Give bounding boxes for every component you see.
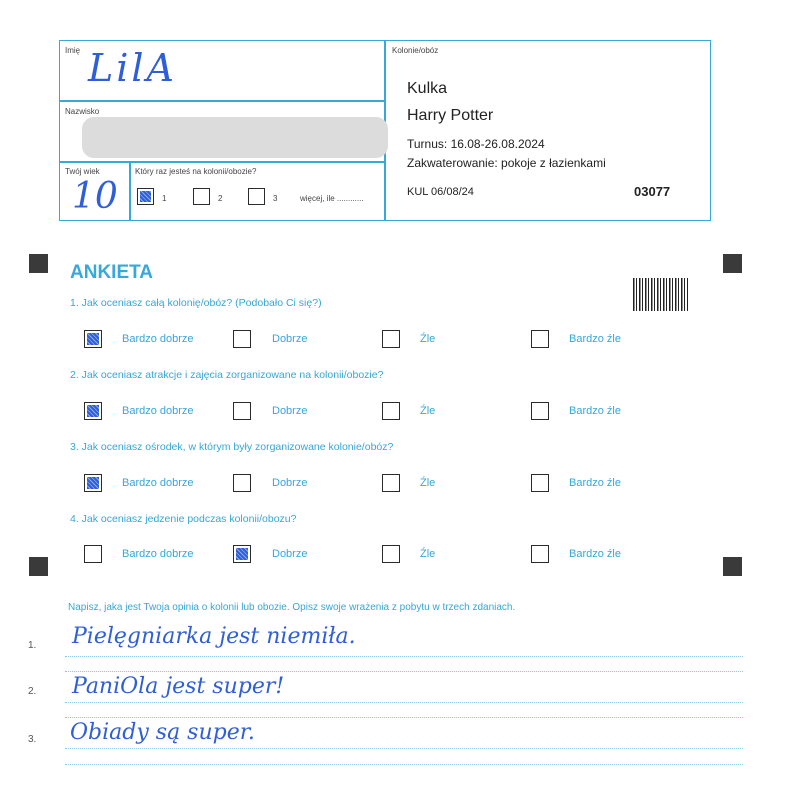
name-label: Imię xyxy=(65,46,81,55)
scan-marker-top-right xyxy=(723,254,742,273)
q1-option-zle: Źle xyxy=(420,333,436,345)
camp-label: Kolonie/obóz xyxy=(392,46,439,55)
question-1-text: 1. Jak oceniasz całą kolonię/obóz? (Podobało Ci się?) xyxy=(70,297,322,309)
surname-redaction xyxy=(82,117,388,158)
q1-checkbox-bardzo-dobrze[interactable] xyxy=(84,330,102,348)
answer-line-3b xyxy=(65,764,743,765)
answer-line-1a xyxy=(65,656,743,657)
q3-checkbox-dobrze[interactable] xyxy=(233,474,251,492)
q4-checkbox-dobrze[interactable] xyxy=(233,545,251,563)
q3-checkbox-bardzo-zle[interactable] xyxy=(531,474,549,492)
age-label: Twój wiek xyxy=(65,167,100,176)
times-option-1: 1 xyxy=(162,194,167,203)
answer-2-text[interactable]: PaniOla jest super! xyxy=(72,674,285,699)
answer-line-2a xyxy=(65,702,743,703)
checkbox-check-mark xyxy=(87,333,99,345)
q2-option-dobrze: Dobrze xyxy=(272,405,308,417)
opinion-prompt: Napisz, jaka jest Twoja opinia o kolonii lub obozie. Opisz swoje wrażenia z pobytu w trzech zdaniach. xyxy=(68,602,516,613)
q3-checkbox-bardzo-dobrze[interactable] xyxy=(84,474,102,492)
surname-label: Nazwisko xyxy=(65,107,100,116)
q3-checkbox-zle[interactable] xyxy=(382,474,400,492)
times-option-2: 2 xyxy=(218,194,223,203)
q1-checkbox-dobrze[interactable] xyxy=(233,330,251,348)
q1-option-bardzo-zle: Bardzo źle xyxy=(569,333,621,345)
answer-3-text[interactable]: Obiady są super. xyxy=(70,720,255,745)
camp-turnus: Turnus: 16.08-26.08.2024 xyxy=(407,137,545,151)
camp-code-left: KUL 06/08/24 xyxy=(407,186,474,198)
name-value[interactable]: LilA xyxy=(88,46,177,90)
scan-marker-bottom-left xyxy=(29,557,48,576)
header-divider-h2 xyxy=(59,161,385,163)
answer-3-number: 3. xyxy=(28,734,37,745)
header-divider-age xyxy=(129,161,131,221)
checkbox-check-mark xyxy=(87,477,99,489)
times-label: Który raz jesteś na kolonii/obozie? xyxy=(135,167,257,176)
q2-option-zle: Źle xyxy=(420,405,436,417)
q4-option-bardzo-dobrze: Bardzo dobrze xyxy=(122,548,194,560)
q2-checkbox-zle[interactable] xyxy=(382,402,400,420)
q4-option-dobrze: Dobrze xyxy=(272,548,308,560)
q4-checkbox-zle[interactable] xyxy=(382,545,400,563)
barcode xyxy=(633,278,688,311)
q3-option-dobrze: Dobrze xyxy=(272,477,308,489)
survey-title: ANKIETA xyxy=(70,262,154,283)
question-2-text: 2. Jak oceniasz atrakcje i zajęcia zorganizowane na kolonii/obozie? xyxy=(70,369,384,381)
camp-name: Kulka xyxy=(407,80,448,97)
camp-theme: Harry Potter xyxy=(407,107,494,124)
times-option-3: 3 xyxy=(273,194,278,203)
checkbox-check-mark xyxy=(140,191,151,202)
scan-marker-top-left xyxy=(29,254,48,273)
q2-checkbox-bardzo-zle[interactable] xyxy=(531,402,549,420)
q2-checkbox-dobrze[interactable] xyxy=(233,402,251,420)
checkbox-check-mark xyxy=(236,548,248,560)
camp-accommodation: Zakwaterowanie: pokoje z łazienkami xyxy=(407,156,606,170)
question-4-text: 4. Jak oceniasz jedzenie podczas kolonii/obozu? xyxy=(70,513,297,525)
camp-code-right: 03077 xyxy=(634,184,671,199)
q1-option-bardzo-dobrze: Bardzo dobrze xyxy=(122,333,194,345)
header-divider-h1 xyxy=(59,100,385,102)
answer-line-1b xyxy=(65,671,743,672)
q4-option-bardzo-zle: Bardzo źle xyxy=(569,548,621,560)
answer-1-number: 1. xyxy=(28,640,37,651)
q2-option-bardzo-dobrze: Bardzo dobrze xyxy=(122,405,194,417)
q2-checkbox-bardzo-dobrze[interactable] xyxy=(84,402,102,420)
q4-checkbox-bardzo-zle[interactable] xyxy=(531,545,549,563)
answer-line-2b xyxy=(65,717,743,718)
checkbox-check-mark xyxy=(87,405,99,417)
q2-option-bardzo-zle: Bardzo źle xyxy=(569,405,621,417)
q1-option-dobrze: Dobrze xyxy=(272,333,308,345)
q3-option-bardzo-dobrze: Bardzo dobrze xyxy=(122,477,194,489)
q1-checkbox-bardzo-zle[interactable] xyxy=(531,330,549,348)
q3-option-bardzo-zle: Bardzo źle xyxy=(569,477,621,489)
times-checkbox-1[interactable] xyxy=(137,188,154,205)
q1-checkbox-zle[interactable] xyxy=(382,330,400,348)
answer-1-text[interactable]: Pielęgniarka jest niemiła. xyxy=(72,624,356,649)
q3-option-zle: Źle xyxy=(420,477,436,489)
answer-line-3a xyxy=(65,748,743,749)
question-3-text: 3. Jak oceniasz ośrodek, w którym były zorganizowane kolonie/obóz? xyxy=(70,441,394,453)
q4-option-zle: Źle xyxy=(420,548,436,560)
answer-2-number: 2. xyxy=(28,686,37,697)
times-checkbox-2[interactable] xyxy=(193,188,210,205)
scan-marker-bottom-right xyxy=(723,557,742,576)
times-checkbox-3[interactable] xyxy=(248,188,265,205)
age-value[interactable]: 10 xyxy=(72,176,118,217)
times-more-label: więcej, ile ............ xyxy=(300,194,364,203)
q4-checkbox-bardzo-dobrze[interactable] xyxy=(84,545,102,563)
